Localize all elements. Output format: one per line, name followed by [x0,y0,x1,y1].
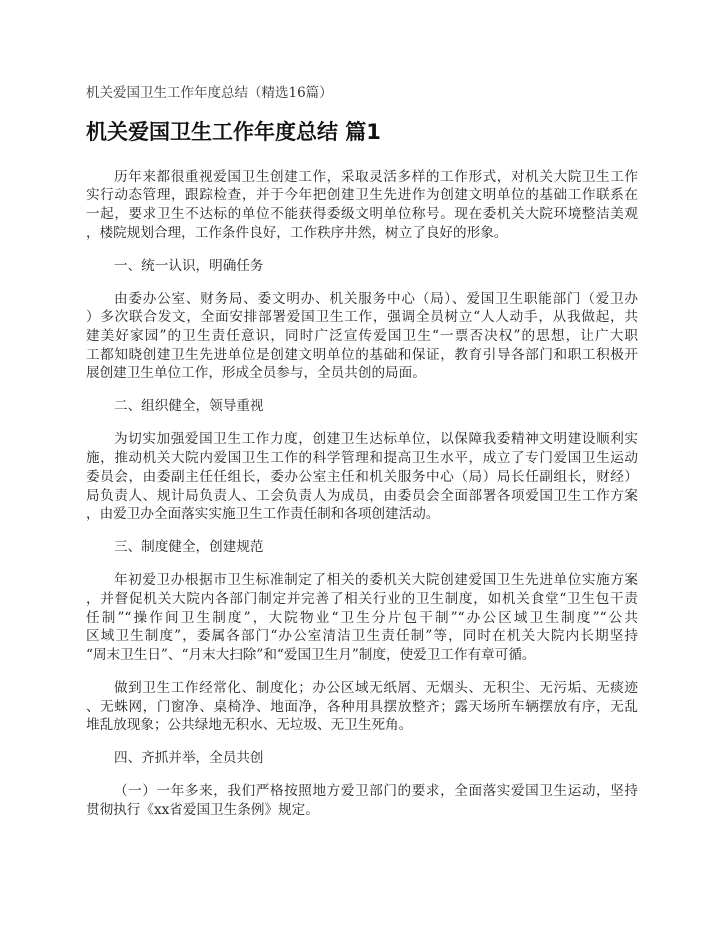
paragraph-line: 局负责人、规计局负责人、工会负责人为成员，由委员会全面部署各项爱国卫生工作方案 [86,487,638,504]
paragraph-line: 为切实加强爱国卫生工作力度，创建卫生达标单位，以保障我委精神文明建设顺利实 [114,431,638,448]
paragraph-line: 堆乱放现象；公共绿地无积水、无垃圾、无卫生死角。 [86,717,413,734]
paragraph-line: 建美好家园”的卫生责任意识，同时广泛宣传爱国卫生“一票否决权”的思想，让广大职 [86,328,638,345]
paragraph-line: ）多次联合发文，全面安排部署爱国卫生工作，强调全员树立“人人动手，从我做起，共 [86,309,638,326]
paragraph-line: 一起，要求卫生不达标的单位不能获得委级文明单位称号。现在委机关大院环境整洁美观 [86,206,638,223]
paragraph-line: ，并督促机关大院内各部门制定并完善了相关行业的卫生制度，如机关食堂“卫生包干责 [86,590,638,607]
document-page [86,84,638,820]
document-body [86,168,638,820]
section-heading: 四、齐抓并举，全员共创 [114,750,264,767]
section-heading: 二、组织健全，领导重视 [114,398,264,415]
paragraph-line: （一）一年多来，我们严格按照地方爱卫部门的要求，全面落实爱国卫生运动，坚持 [114,783,638,800]
paragraph-line: 任制”“操作间卫生制度”，大院物业“卫生分片包干制”“办公区域卫生制度”“公共 [86,609,638,626]
paragraph-line: 由委办公室、财务局、委文明办、机关服务中心（局）、爱国卫生职能部门（爱卫办 [114,290,638,307]
paragraph [86,571,638,664]
paragraph-line: 委员会，由委副主任任组长，委办公室主任和机关服务中心（局）局长任副组长，财经） [86,468,638,485]
paragraph-line: 区域卫生制度”，委属各部门“办公室清洁卫生责任制”等，同时在机关大院内长期坚持 [86,628,638,645]
paragraph-line: 、无蛛网，门窗净、桌椅净、地面净，各种用具摆放整齐；露天场所车辆摆放有序，无乱 [86,698,638,715]
paragraph [86,168,638,243]
paragraph-line: 展创建卫生单位工作，形成全员参与，全员共创的局面。 [86,365,426,382]
paragraph-line: 工都知晓创建卫生先进单位是创建文明单位的基础和保证，教育引导各部门和职工积极开 [86,346,638,363]
paragraph [86,782,638,819]
paragraph [86,679,638,735]
section-heading: 一、统一认识，明确任务 [114,257,264,274]
paragraph-line: ，由爱卫办全面落实实施卫生工作责任制和各项创建活动。 [86,506,440,523]
paragraph-line: 历年来都很重视爱国卫生创建工作，采取灵活多样的工作形式，对机关大院卫生工作 [114,168,638,185]
paragraph-line: 年初爱卫办根据市卫生标准制定了相关的委机关大院创建爱国卫生先进单位实施方案 [114,572,638,589]
paragraph-line: ，楼院规划合理，工作条件良好，工作秩序井然，树立了良好的形象。 [86,224,508,241]
paragraph-line: 实行动态管理，跟踪检查，并于今年把创建卫生先进作为创建文明单位的基础工作联系在 [86,187,638,204]
document-header: 机关爱国卫生工作年度总结（精选16篇） [86,85,333,101]
paragraph-line: 贯彻执行《xx省爱国卫生条例》规定。 [86,801,319,818]
section-heading: 三、制度健全，创建规范 [114,539,264,556]
paragraph-line: 做到卫生工作经常化、制度化；办公区域无纸屑、无烟头、无积尘、无污垢、无痰迹 [114,679,638,696]
paragraph [86,430,638,523]
document-title: 机关爱国卫生工作年度总结 篇1 [86,119,381,144]
paragraph-line: “周末卫生日”、“月末大扫除”和“爱国卫生月”制度，使爱卫工作有章可循。 [86,646,536,663]
paragraph-line: 施，推动机关大院内爱国卫生工作的科学管理和提高卫生水平，成立了专门爱国卫生运动 [86,450,638,467]
paragraph [86,290,638,383]
